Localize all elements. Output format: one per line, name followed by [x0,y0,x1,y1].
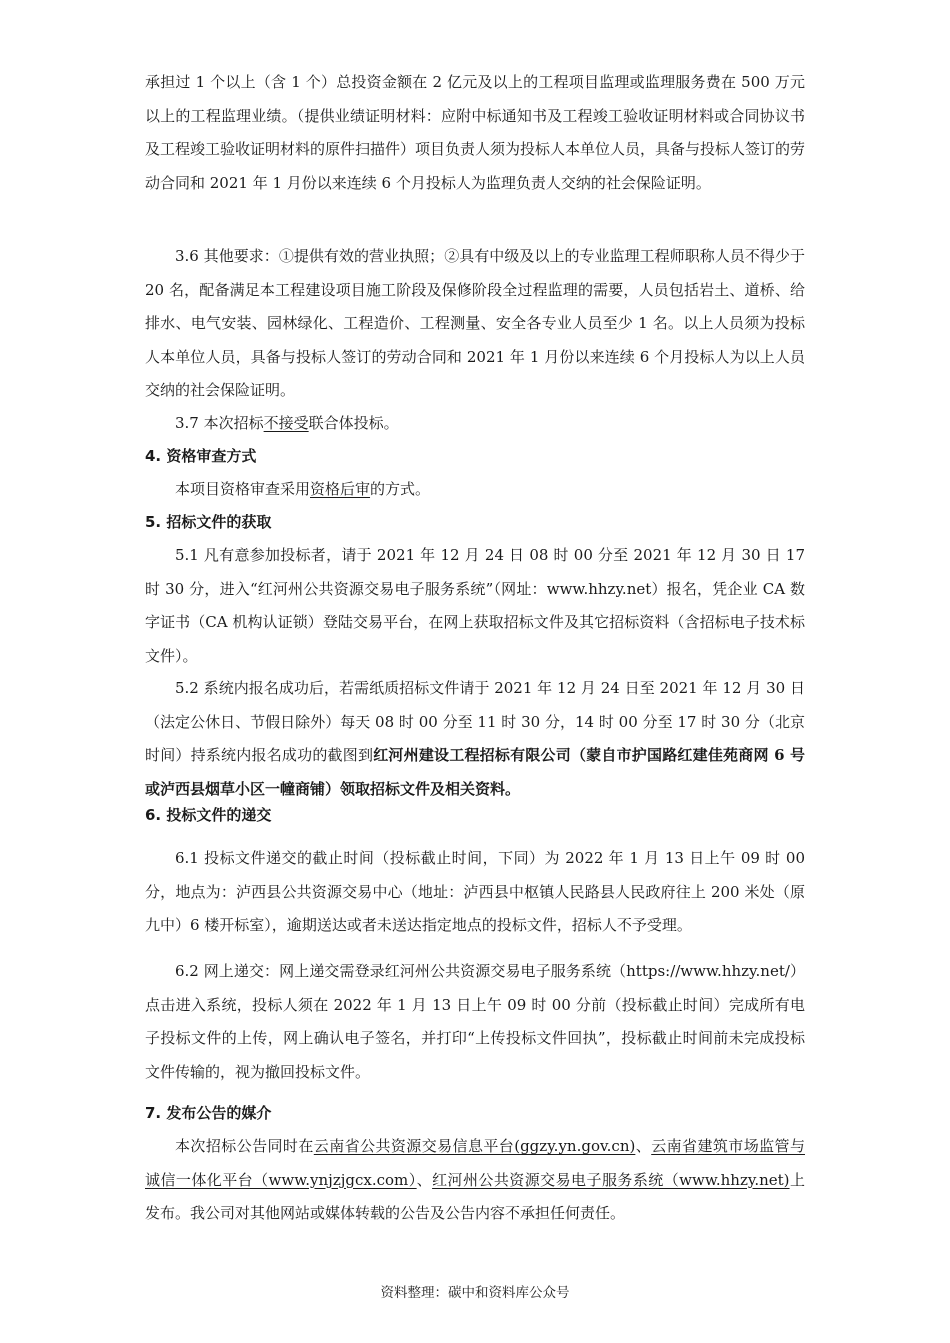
section-heading-4: 4. 资格审查方式 [145,447,257,465]
section-heading-6: 6. 投标文件的递交 [145,806,272,824]
text-segment: 上发布。我公司对其他网站或媒体转载的公告及公告内容不承担任何责任。 [145,1170,805,1222]
text-segment: 联合体投标。 [308,414,399,432]
paragraph-5-1: 5.1 凡有意参加投标者，请于 2021 年 12 月 24 日 08 时 00 分至 2021 年 12 月 30 日 17 时 30 分，进入“红河州公共资源交易电子服务系统”（网址：www.hhzy.net）报名，凭企业 CA 数字证书（CA 机构认证锁）登陆交易平台，在网上获取招标文件及其它招标资料（含招标电子技术标文件）。 [145,546,805,665]
paragraph-5-2 [145,672,805,806]
pickup-location: 红河州建设工程招标有限公司（蒙自市护国路红建佳苑商网 6 号或泸西县烟草小区一幢商铺）领取招标文件及相关资料。 [145,746,805,798]
text-segment: 3.7 本次招标 [175,414,264,432]
text-segment: 、 [416,1170,433,1189]
text-segment: 、 [635,1137,652,1155]
text-segment: 的方式。 [370,480,431,498]
media-link-ynjzjgcx: 云南省建筑市场监管与诚信一体化平台（www.ynjzjgcx.com） [145,1137,805,1189]
section-heading-7: 7. 发布公告的媒介 [145,1104,272,1122]
text-segment: 本次招标公告同时在 [175,1137,314,1155]
media-link-hhzy: 红河州公共资源交易电子服务系统（www.hhzy.net) [432,1170,790,1189]
text-segment: 本项目资格审查采用 [175,480,311,498]
section-heading-5: 5. 招标文件的获取 [145,513,272,531]
paragraph-3-7 [145,407,805,441]
text-segment: 5.2 系统内报名成功后，若需纸质招标文件请于 2021 年 12 月 24 日至 2021 年 12 月 30 日（法定公休日、节假日除外）每天 08 时 00 分至 11 时 30 分，14 时 00 分至 17 时 30 分（北京时间）持系统内报名成功的截图到 [145,679,805,764]
media-link-ggzy: 云南省公共资源交易信息平台(ggzy.yn.gov.cn) [313,1137,636,1155]
underlined-term: 不接受 [263,414,309,432]
page-footer: 资料整理：碳中和资料库公众号 [380,1285,570,1301]
paragraph-3-5-continued: 承担过 1 个以上（含 1 个）总投资金额在 2 亿元及以上的工程项目监理或监理服务费在 500 万元以上的工程监理业绩。（提供业绩证明材料：应附中标通知书及工程竣工验收证明材料或合同协议书及工程竣工验收证明材料的原件扫描件）项目负责人须为投标人本单位人员，具备与投标人签订的劳动合同和 2021 年 1 月份以来连续 6 个月投标人为监理负责人交纳的社会保险证明。 [145,73,806,192]
paragraph-6-1: 6.1 投标文件递交的截止时间（投标截止时间，下同）为 2022 年 1 月 13 日上午 09 时 00 分，地点为：泸西县公共资源交易中心（地址：泸西县中枢镇人民路县人民政府往上 200 米处（原九中）6 楼开标室），逾期送达或者未送达指定地点的投标文件，招标人不予受理。 [145,849,805,934]
paragraph-4 [145,473,805,507]
paragraph-7 [145,1130,805,1231]
paragraph-6-2: 6.2 网上递交：网上递交需登录红河州公共资源交易电子服务系统（https://www.hhzy.net/）点击进入系统，投标人须在 2022 年 1 月 13 日上午 09 时 00 分前（投标截止时间）完成所有电子投标文件的上传，网上确认电子签名，并打印“上传投标文件回执”，投标截止时间前未完成投标文件传输的，视为撤回投标文件。 [145,962,805,1081]
underlined-term: 资格后审 [310,480,371,498]
paragraph-3-6: 3.6 其他要求：①提供有效的营业执照；②具有中级及以上的专业监理工程师职称人员不得少于 20 名，配备满足本工程建设项目施工阶段及保修阶段全过程监理的需要，人员包括岩土、道桥、给排水、电气安装、园林绿化、工程造价、工程测量、安全各专业人员至少 1 名。以上人员须为投标人本单位人员，具备与投标人签订的劳动合同和 2021 年 1 月份以来连续 6 个月投标人为以上人员交纳的社会保险证明。 [145,247,805,399]
